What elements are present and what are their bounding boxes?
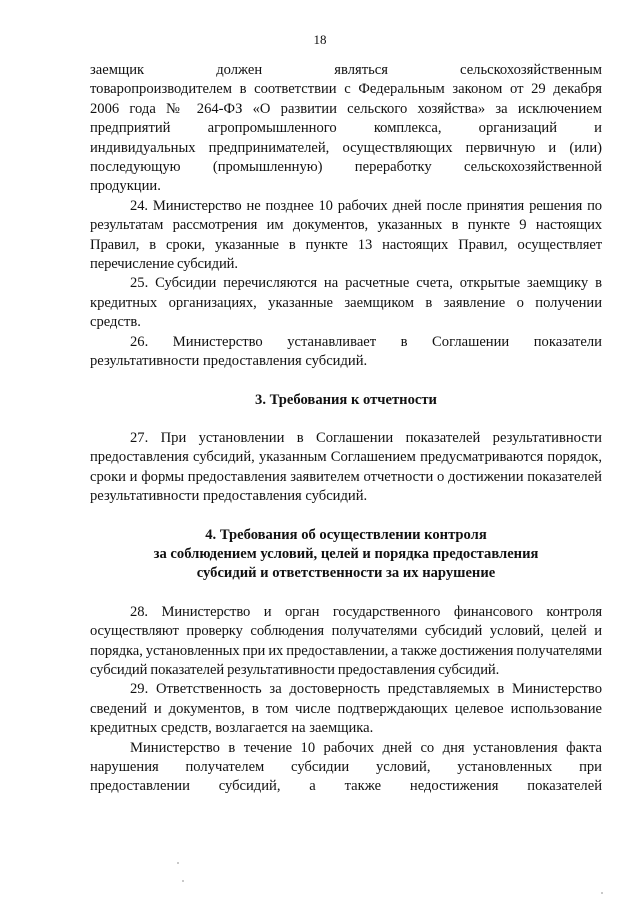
document-body [90, 61, 602, 797]
paragraph-24: 24. Министерство не позднее 10 рабочих дней после принятия решения по результатам рассмотрения им документов, указанных в пункте 9 настоящих Правил, в сроки, указанные в пункте 13 настоящих Правил, осуществляет перечисление субсидий. [90, 197, 602, 273]
heading-line: 4. Требования об осуществлении контроля [205, 526, 487, 543]
paragraph-continuation [90, 61, 602, 197]
text-line: предприятий агропромышленного комплекса, организаций и [90, 120, 602, 137]
paragraph-26: 26. Министерство устанавливает в Соглашении показатели результативности предоставления субсидий. [90, 333, 602, 370]
text-line: индивидуальных предпринимателей, осуществляющих первичную и (или) [90, 139, 602, 156]
text-line: заемщик должен являться сельскохозяйственным [90, 62, 602, 78]
text-line: товаропроизводителем в соответствии с Федеральным законом от 29 декабря [90, 81, 602, 98]
paragraph-27: 27. При установлении в Соглашении показателей результативности предоставления субсидий, указанным Соглашением предусматриваются порядок, сроки и формы предоставления заявителем отчетности о достижении показателей результативности предоставления субсидий. [90, 429, 602, 505]
text-line: последующую (промышленную) переработку сельскохозяйственной [90, 159, 602, 176]
text-line: нарушения получателем субсидии условий, установленных при [90, 759, 602, 775]
paragraph-29: 29. Ответственность за достоверность представляемых в Министерство сведений и документов, в том числе подтверждающих целевое использование кредитных средств, возлагается на заемщика. [90, 681, 602, 737]
page-number: 18 [313, 32, 327, 47]
section-4-heading [90, 526, 602, 584]
text-line: продукции. [90, 178, 161, 195]
scan-speck [601, 892, 603, 894]
scan-speck [177, 862, 179, 864]
text-line: предоставлении субсидий, а также недостижения показателей [90, 778, 602, 795]
text-line: 2006 года № 264-ФЗ «О развитии сельского хозяйства» за исключением [90, 100, 602, 117]
heading-line: субсидий и ответственности за их нарушение [196, 565, 496, 582]
paragraph-25: 25. Субсидии перечисляются на расчетные счета, открытые заемщику в кредитных организациях, указанные заемщиком в заявление о получении средств. [90, 275, 602, 331]
paragraph-28: 28. Министерство и орган государственного финансового контроля осуществляют проверку соблюдения получателями субсидий условий, целей и порядка, установленных при их предоставлении, а также достижения получателями субсидий показателей результативности предоставления субсидий. [90, 603, 602, 678]
paragraph-30 [90, 739, 602, 797]
text-line: Министерство в течение 10 рабочих дней со дня установления факта [130, 739, 602, 756]
heading-line: за соблюдением условий, целей и порядка предоставления [153, 545, 539, 562]
section-3-heading: 3. Требования к отчетности [255, 391, 437, 408]
scan-speck [182, 880, 184, 882]
